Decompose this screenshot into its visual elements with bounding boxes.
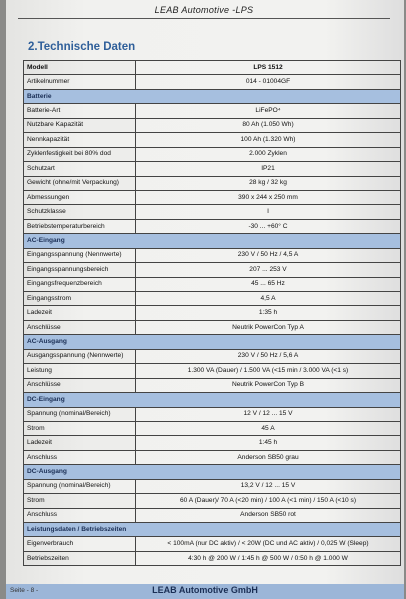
row-value: 2.000 Zyklen	[136, 147, 401, 161]
table-row	[24, 378, 401, 392]
row-label: Betriebstemperaturbereich	[24, 219, 136, 233]
section-header: AC-Ausgang	[24, 335, 401, 349]
row-label: Ladezeit	[24, 306, 136, 320]
table-row	[24, 176, 401, 190]
table-row	[24, 421, 401, 435]
row-value: LiFePO⁴	[136, 104, 401, 118]
row-value: Neutrik PowerCon Typ B	[136, 378, 401, 392]
row-label: Eingangsfrequenzbereich	[24, 277, 136, 291]
table-row	[24, 494, 401, 508]
table-row	[24, 263, 401, 277]
row-label: Strom	[24, 494, 136, 508]
page-number: Seite - 8 -	[10, 587, 39, 594]
row-label: Zyklenfestigkeit bei 80% dod	[24, 147, 136, 161]
section-header: Leistungsdaten / Betriebszeiten	[24, 523, 401, 537]
row-label: Nutzbare Kapazität	[24, 118, 136, 132]
row-label: Strom	[24, 421, 136, 435]
table-row	[24, 450, 401, 464]
section-header: AC-Eingang	[24, 234, 401, 248]
row-label: Eingangsstrom	[24, 292, 136, 306]
row-value: 12 V / 12 ... 15 V	[136, 407, 401, 421]
article-value: 014 - 01004GF	[136, 75, 401, 89]
row-value: IP21	[136, 162, 401, 176]
spec-table	[23, 60, 401, 566]
table-row	[24, 133, 401, 147]
row-value: 60 A (Dauer)/ 70 A (<20 min) / 100 A (<1 min) / 150 A (<10 s)	[136, 494, 401, 508]
row-value: 45 ... 65 Hz	[136, 277, 401, 291]
row-value: 230 V / 50 Hz / 4,5 A	[136, 248, 401, 262]
row-value: 4,5 A	[136, 292, 401, 306]
row-label: Eingangsspannungsbereich	[24, 263, 136, 277]
page-header: LEAB Automotive -LPS	[18, 2, 390, 19]
table-row-model	[24, 61, 401, 75]
row-value: < 100mA (nur DC aktiv) / < 20W (DC und AC aktiv) / 0,025 W (Sleep)	[136, 537, 401, 551]
spec-table-body	[24, 61, 401, 566]
row-label: Spannung (nominal/Bereich)	[24, 407, 136, 421]
row-value: Anderson SB50 grau	[136, 450, 401, 464]
row-value: Neutrik PowerCon Typ A	[136, 320, 401, 334]
row-value: Anderson SB50 rot	[136, 508, 401, 522]
row-value: 1:45 h	[136, 436, 401, 450]
row-value: 4:30 h @ 200 W / 1:45 h @ 500 W / 0:50 h @ 1.000 W	[136, 551, 401, 565]
row-value: 45 A	[136, 421, 401, 435]
table-row	[24, 277, 401, 291]
table-row	[24, 537, 401, 551]
row-label: Ladezeit	[24, 436, 136, 450]
table-row	[24, 118, 401, 132]
row-label: Abmessungen	[24, 190, 136, 204]
row-value: 230 V / 50 Hz / 5,6 A	[136, 349, 401, 363]
row-label: Anschluss	[24, 508, 136, 522]
row-value: 390 x 244 x 250 mm	[136, 190, 401, 204]
table-row	[24, 320, 401, 334]
row-label: Eigenverbrauch	[24, 537, 136, 551]
row-label: Nennkapazität	[24, 133, 136, 147]
article-label: Artikelnummer	[24, 75, 136, 89]
table-row	[24, 162, 401, 176]
model-label: Modell	[24, 61, 136, 75]
table-row	[24, 104, 401, 118]
section-header-row	[24, 335, 401, 349]
section-header: DC-Ausgang	[24, 465, 401, 479]
row-label: Schutzklasse	[24, 205, 136, 219]
row-label: Anschluss	[24, 450, 136, 464]
section-title: 2.Technische Daten	[28, 41, 136, 53]
section-header: Batterie	[24, 89, 401, 103]
table-row	[24, 436, 401, 450]
row-value: 1.300 VA (Dauer) / 1.500 VA (<15 min / 3.000 VA (<1 s)	[136, 364, 401, 378]
model-value: LPS 1512	[136, 61, 401, 75]
row-value: 100 Ah (1.320 Wh)	[136, 133, 401, 147]
table-row	[24, 219, 401, 233]
table-row	[24, 349, 401, 363]
section-header-row	[24, 465, 401, 479]
table-row-article	[24, 75, 401, 89]
row-label: Ausgangsspannung (Nennwerte)	[24, 349, 136, 363]
table-row	[24, 508, 401, 522]
row-label: Eingangsspannung (Nennwerte)	[24, 248, 136, 262]
row-value: -30 ... +60° C	[136, 219, 401, 233]
row-label: Spannung (nominal/Bereich)	[24, 479, 136, 493]
table-row	[24, 292, 401, 306]
row-value: 28 kg / 32 kg	[136, 176, 401, 190]
row-value: 13,2 V / 12 ... 15 V	[136, 479, 401, 493]
page-footer	[6, 584, 404, 599]
row-value: 207 ... 253 V	[136, 263, 401, 277]
row-label: Anschlüsse	[24, 320, 136, 334]
row-label: Batterie-Art	[24, 104, 136, 118]
row-value: 1:35 h	[136, 306, 401, 320]
table-row	[24, 479, 401, 493]
section-header-row	[24, 234, 401, 248]
section-header-row	[24, 393, 401, 407]
table-row	[24, 551, 401, 565]
section-header: DC-Eingang	[24, 393, 401, 407]
table-row	[24, 147, 401, 161]
document-page	[6, 0, 404, 599]
section-header-row	[24, 523, 401, 537]
table-row	[24, 205, 401, 219]
row-value: 80 Ah (1.050 Wh)	[136, 118, 401, 132]
footer-company: LEAB Automotive GmbH	[152, 585, 258, 595]
row-label: Leistung	[24, 364, 136, 378]
row-label: Betriebszeiten	[24, 551, 136, 565]
table-row	[24, 190, 401, 204]
row-label: Schutzart	[24, 162, 136, 176]
table-row	[24, 306, 401, 320]
row-label: Gewicht (ohne/mit Verpackung)	[24, 176, 136, 190]
table-row	[24, 364, 401, 378]
section-header-row	[24, 89, 401, 103]
row-label: Anschlüsse	[24, 378, 136, 392]
row-value: I	[136, 205, 401, 219]
table-row	[24, 248, 401, 262]
table-row	[24, 407, 401, 421]
